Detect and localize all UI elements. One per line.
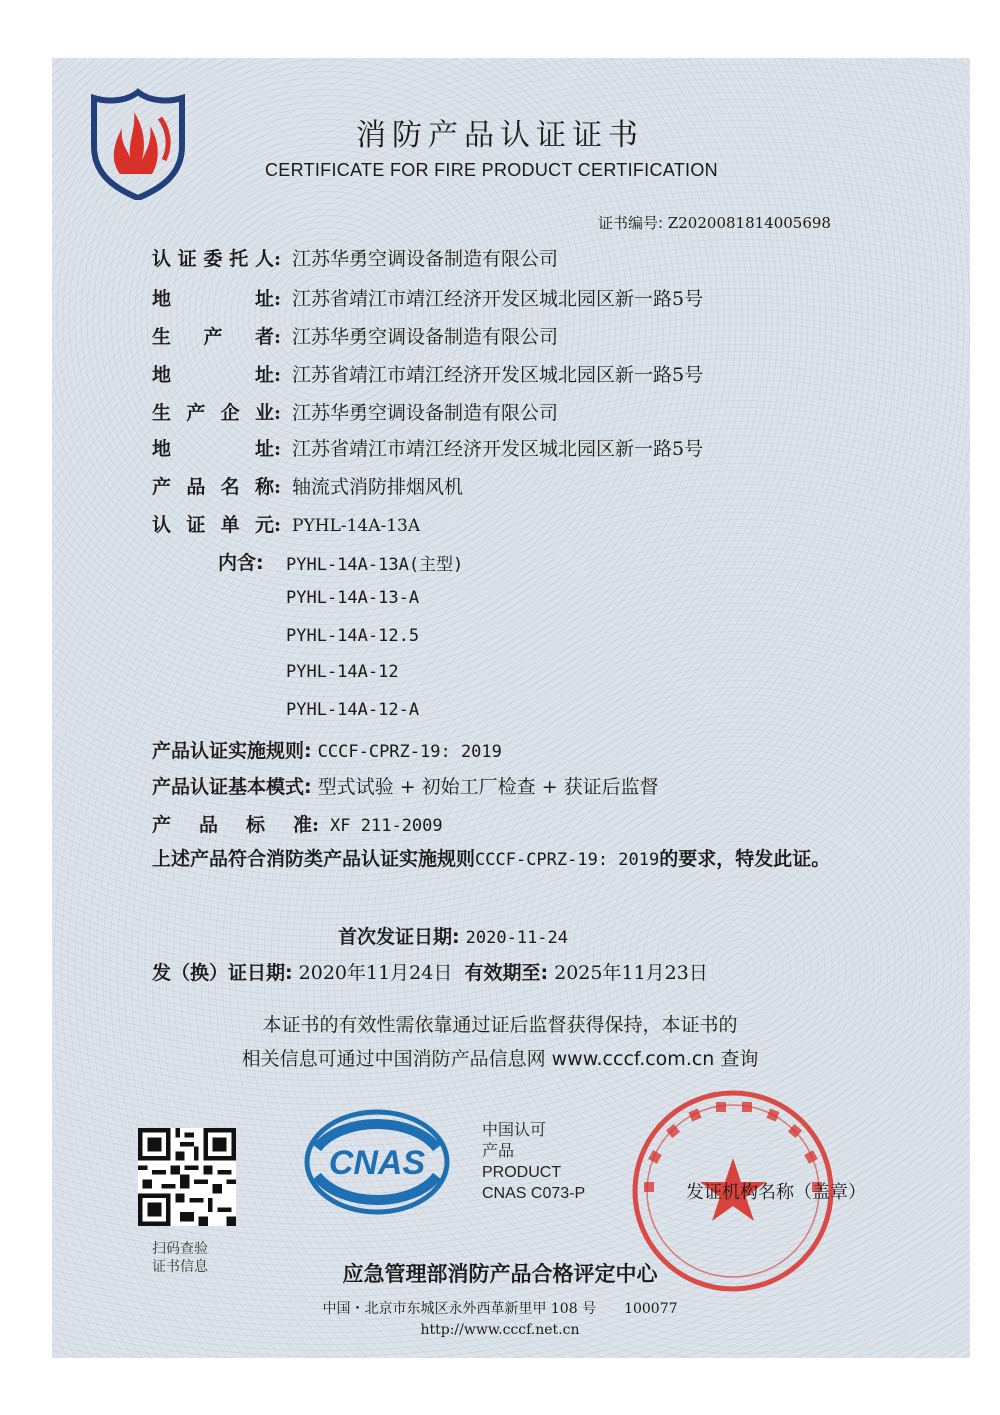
qr-caption-line: 证书信息 xyxy=(152,1259,208,1275)
contains-label: 内含: xyxy=(218,552,264,574)
organization-url: http://www.cccf.net.cn xyxy=(420,1322,580,1338)
field-manufacturer-address: 地址: 江苏省靖江市靖江经济开发区城北园区新一路5号 xyxy=(152,434,703,461)
field-value: CCCF-CPRZ-19: 2019 xyxy=(317,742,502,762)
field-applicant: 认证委托人: 江苏华勇空调设备制造有限公司 xyxy=(152,244,558,271)
issue-date-value: 2020年11月24日 xyxy=(298,962,453,984)
field-label: 地址 xyxy=(152,438,274,460)
issue-dates xyxy=(152,958,708,985)
model-item: PYHL-14A-12 xyxy=(286,662,399,682)
field-label: 产品名称 xyxy=(152,476,274,498)
field-value: PYHL-14A-13A xyxy=(292,516,421,536)
field-value: 型式试验 + 初始工厂检查 + 获证后监督 xyxy=(317,776,659,798)
cnas-accreditation xyxy=(482,1120,585,1204)
certificate-number xyxy=(598,212,831,233)
organization-address: 中国・北京市东城区永外西革新里甲 108 号 100077 xyxy=(322,1301,678,1317)
field-label: 产品认证实施规则: xyxy=(152,740,312,762)
valid-until-value: 2025年11月23日 xyxy=(554,962,708,984)
cnas-logo xyxy=(302,1108,452,1216)
statement-text: 上述产品符合消防类产品认证实施规则 xyxy=(152,848,476,870)
field-value: 江苏省靖江市靖江经济开发区城北园区新一路5号 xyxy=(292,364,704,386)
seal-note: 发证机构名称（盖章） xyxy=(686,1182,866,1203)
first-issue-date xyxy=(338,922,568,949)
field-label: 地址 xyxy=(152,288,274,310)
qr-caption-line: 扫码查验 xyxy=(152,1241,208,1257)
issue-date-label: 发（换）证日期: xyxy=(152,962,293,984)
model-item: PYHL-14A-13A(主型) xyxy=(286,555,464,575)
field-value: 轴流式消防排烟风机 xyxy=(292,476,464,498)
field-standard: 产品标准: XF 211-2009 xyxy=(152,810,443,837)
field-value: 江苏华勇空调设备制造有限公司 xyxy=(292,248,559,270)
cnas-line: PRODUCT xyxy=(482,1164,562,1181)
field-value: 江苏华勇空调设备制造有限公司 xyxy=(292,326,559,348)
field-rule xyxy=(152,736,502,763)
field-producer: 生产者: 江苏华勇空调设备制造有限公司 xyxy=(152,322,558,349)
field-label: 产品认证基本模式: xyxy=(152,776,312,798)
field-label: 认证单元 xyxy=(152,514,274,536)
field-label: 生产企业 xyxy=(152,402,274,424)
model-item: PYHL-14A-12.5 xyxy=(286,626,420,646)
field-value: 江苏华勇空调设备制造有限公司 xyxy=(292,402,559,424)
statement-code: CCCF-CPRZ-19: 2019 xyxy=(475,850,660,870)
model-item: PYHL-14A-13-A xyxy=(286,588,420,608)
field-value: 江苏省靖江市靖江经济开发区城北园区新一路5号 xyxy=(292,288,704,310)
field-producer-address: 地址: 江苏省靖江市靖江经济开发区城北园区新一路5号 xyxy=(152,360,703,387)
field-product-name: 产品名称: 轴流式消防排烟风机 xyxy=(152,472,463,499)
field-label: 首次发证日期: xyxy=(338,926,460,948)
field-value: 2020-11-24 xyxy=(465,928,569,948)
cnas-logo-text: CNAS xyxy=(328,1144,426,1182)
field-mode xyxy=(152,772,659,799)
model-item: PYHL-14A-12-A xyxy=(286,700,420,720)
field-label: 地址 xyxy=(152,364,274,386)
field-label: 产品标准 xyxy=(152,814,312,836)
field-value: 江苏省靖江市靖江经济开发区城北园区新一路5号 xyxy=(292,438,704,460)
certificate-number-value: Z2020081814005698 xyxy=(667,214,831,232)
qr-code xyxy=(138,1128,236,1226)
cnas-line: 产品 xyxy=(482,1143,515,1160)
notice-line-2: 相关信息可通过中国消防产品信息网 www.cccf.com.cn 查询 xyxy=(241,1048,759,1070)
field-applicant-address: 地址: 江苏省靖江市靖江经济开发区城北园区新一路5号 xyxy=(152,284,703,311)
field-label: 认证委托人 xyxy=(152,248,274,270)
issuing-organization: 应急管理部消防产品合格评定中心 xyxy=(342,1262,658,1286)
statement xyxy=(152,842,862,877)
field-value: XF 211-2009 xyxy=(330,816,443,836)
notice-line-1: 本证书的有效性需依靠通过证后监督获得保持，本证书的 xyxy=(262,1014,738,1036)
certificate-title-english: CERTIFICATE FOR FIRE PRODUCT CERTIFICATION xyxy=(265,160,718,180)
cnas-line: CNAS C073-P xyxy=(482,1185,586,1202)
cnas-line: 中国认可 xyxy=(482,1122,547,1139)
valid-until-label: 有效期至: xyxy=(464,962,549,984)
certificate-title: 消防产品认证证书 xyxy=(356,118,644,153)
field-manufacturer: 生产企业: 江苏华勇空调设备制造有限公司 xyxy=(152,398,558,425)
field-cert-unit: 认证单元: PYHL-14A-13A xyxy=(152,510,420,537)
certificate-number-label: 证书编号: xyxy=(598,214,664,232)
statement-text-end: 的要求，特发此证。 xyxy=(659,848,831,870)
field-label: 生产者 xyxy=(152,326,274,348)
